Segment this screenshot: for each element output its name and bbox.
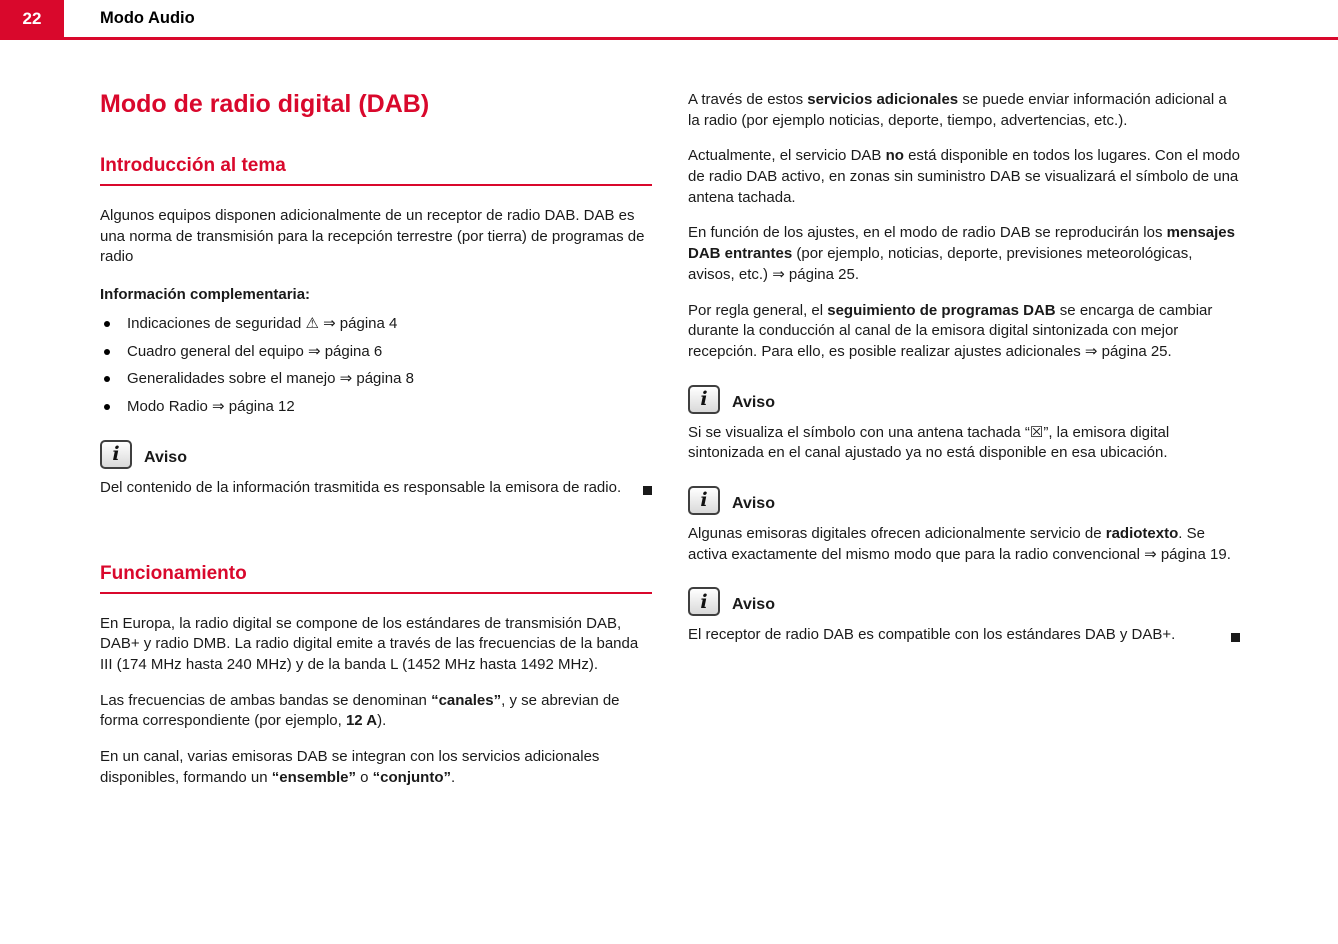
note-label: Aviso: [144, 448, 187, 466]
note-label: Aviso: [732, 393, 775, 411]
paragraph: En función de los ajustes, en el modo de radio DAB se reproducirán los mensajes DAB entrantes (por ejemplo, noticias, deporte, previsiones meteorológicas, avisos, etc.) ⇒ página 25.: [688, 224, 1235, 283]
note-text: Del contenido de la información trasmitida es responsable la emisora de radio.: [100, 478, 652, 499]
section-heading-introduccion: Introducción al tema: [100, 155, 652, 186]
note-label: Aviso: [732, 596, 775, 614]
section-end-marker: [643, 486, 652, 495]
bullet-item-seguridad: [100, 314, 652, 335]
aviso-note-2: [688, 385, 1240, 464]
bullet-icon: [104, 376, 110, 382]
info-icon: i: [100, 440, 132, 469]
bullet-item-generalidades: [100, 369, 652, 390]
paragraph: Actualmente, el servicio DAB no está disponible en todos los lugares. Con el modo de radio DAB activo, en zonas sin suministro DAB se visualizará el símbolo de una antena tachada.: [688, 147, 1240, 206]
aviso-note-3: [688, 486, 1240, 565]
info-icon: i: [688, 385, 720, 414]
header-rule: [0, 37, 1338, 40]
bullet-icon: [104, 349, 110, 355]
note-text: Si se visualiza el símbolo con una antena tachada “☒”, la emisora digital sintonizada en el canal ajustado ya no está disponible en esa ubicación.: [688, 423, 1170, 462]
bullet-list: [100, 314, 652, 418]
bullet-item-cuadro-general: [100, 342, 652, 363]
paragraph: En Europa, la radio digital se compone de los estándares de transmisión DAB, DAB+ y radio DMB. La radio digital emite a través de las frecuencias de la banda III (174 MHz hasta 240 MHz) y de la banda L (1452 MHz hasta 1492 MHz).: [100, 614, 639, 673]
paragraph: Las frecuencias de ambas bandas se denominan “canales”, y se abrevian de forma correspondiente (por ejemplo, 12 A).: [100, 691, 620, 730]
aviso-note-1: [100, 440, 652, 499]
bullet-text: Cuadro general del equipo ⇒ página 6: [127, 342, 383, 360]
bullet-icon: [104, 321, 110, 327]
bullet-text: Modo Radio ⇒ página 12: [127, 398, 295, 416]
note-text: Algunas emisoras digitales ofrecen adicionalmente servicio de radiotexto. Se activa exactamente del mismo modo que para la radio convencional ⇒ página 19.: [688, 524, 1231, 563]
bullet-text: Indicaciones de seguridad ⚠ ⇒ página 4: [127, 315, 398, 333]
note-head: [688, 486, 1240, 515]
page-number-box: [0, 0, 64, 37]
info-icon: i: [688, 587, 720, 616]
info-icon: i: [688, 486, 720, 515]
paragraph: A través de estos servicios adicionales se puede enviar información adicional a la radio (por ejemplo noticias, deporte, tiempo, advertencias, etc.).: [688, 91, 1227, 129]
left-column: [100, 90, 652, 803]
note-head: [688, 385, 1240, 414]
note-head: [100, 440, 652, 469]
section-end-marker: [1231, 633, 1240, 642]
note-label: Aviso: [732, 494, 775, 512]
doc-title: Modo de radio digital (DAB): [100, 90, 430, 118]
bullet-item-modo-radio: [100, 397, 652, 418]
bullet-icon: [104, 404, 110, 410]
note-text: El receptor de radio DAB es compatible con los estándares DAB y DAB+.: [688, 625, 1240, 646]
info-complementaria-label: Información complementaria:: [100, 286, 311, 304]
paragraph: En un canal, varias emisoras DAB se integran con los servicios adicionales disponibles, formando un “ensemble” o “conjunto”.: [100, 747, 600, 786]
paragraph: Algunos equipos disponen adicionalmente de un receptor de radio DAB. DAB es una norma de transmisión para la recepción terrestre (por tierra) de programas de radio: [100, 207, 645, 266]
bullet-text: Generalidades sobre el manejo ⇒ página 8: [127, 370, 414, 388]
page-number: 22: [22, 8, 42, 28]
aviso-note-4: [688, 587, 1240, 646]
right-column: [688, 90, 1240, 803]
section-heading-funcionamiento: Funcionamiento: [100, 563, 652, 594]
paragraph: Por regla general, el seguimiento de programas DAB se encarga de cambiar durante la conducción al canal de la emisora digital sintonizada con mejor recepción. Para ello, es posible realizar ajustes adicionales ⇒ página 25.: [688, 301, 1213, 360]
note-head: [688, 587, 1240, 616]
page-body: [0, 40, 1338, 803]
header-title: Modo Audio: [100, 9, 195, 27]
page-header: [0, 0, 1338, 40]
